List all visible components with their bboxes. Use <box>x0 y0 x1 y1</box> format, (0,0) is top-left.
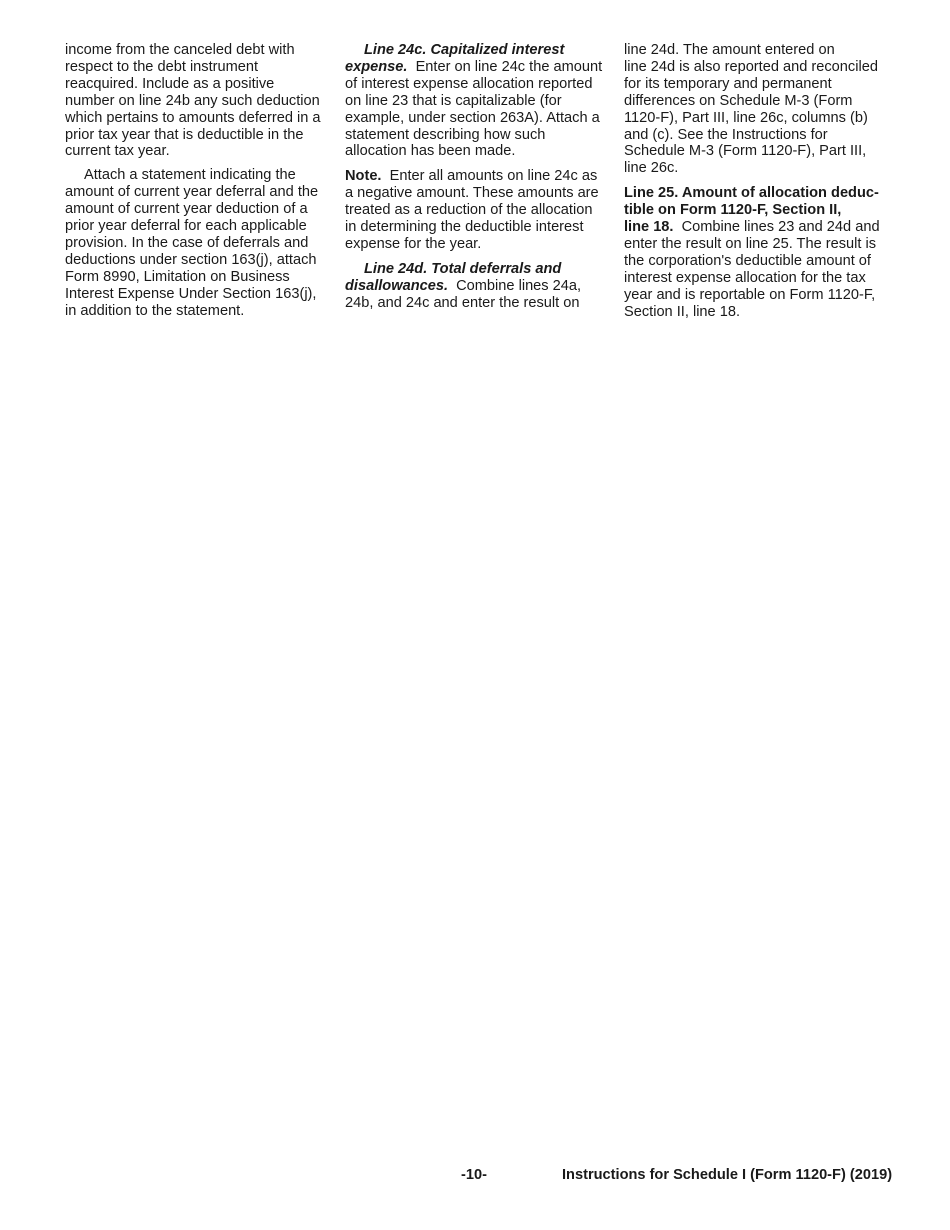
note-paragraph <box>345 168 607 253</box>
text-line: line 26c. <box>624 160 679 177</box>
text-line: expense for the year. <box>345 235 482 252</box>
text-line: enter the result on line 25. The result is <box>624 235 877 252</box>
paragraph <box>65 167 327 319</box>
text-line: income from the canceled debt with <box>65 42 295 58</box>
text-line: Enter all amounts on line 24c as <box>389 168 598 185</box>
section-heading: expense. <box>345 58 408 75</box>
footer-form-title: Instructions for Schedule I (Form 1120-F) (2019) <box>562 1167 893 1183</box>
text-line: a negative amount. These amounts are <box>345 185 599 202</box>
text-line: 24b, and 24c and enter the result on <box>345 294 580 311</box>
text-line: Schedule M-3 (Form 1120-F), Part III, <box>624 143 867 160</box>
text-line: amount of current year deferral and the <box>65 184 319 201</box>
text-column-2 <box>345 42 607 312</box>
text-line: prior tax year that is deductible in the <box>65 126 304 143</box>
section-heading: Line 25. Amount of allocation deduc- <box>624 185 879 202</box>
text-line: provision. In the case of deferrals and <box>65 234 309 251</box>
note-label: Note. <box>345 168 382 185</box>
text-line: on line 23 that is capitalizable (for <box>345 92 562 109</box>
section-heading: Line 24d. Total deferrals and <box>364 260 562 277</box>
text-line: amount of current year deduction of a <box>65 201 308 218</box>
text-line: reacquired. Include as a positive <box>65 75 275 92</box>
paragraph-line-24d <box>345 261 607 312</box>
text-line: differences on Schedule M-3 (Form <box>624 92 853 109</box>
text-line: of interest expense allocation reported <box>345 75 593 92</box>
paragraph-line-24c <box>345 42 607 160</box>
text-column-3 <box>624 42 886 321</box>
paragraph-gap <box>65 160 327 167</box>
paragraph-gap <box>345 160 607 168</box>
text-line: which pertains to amounts deferred in a <box>65 109 321 126</box>
section-heading: Line 24c. Capitalized interest <box>364 42 565 58</box>
text-line: deductions under section 163(j), attach <box>65 251 317 268</box>
text-line: in determining the deductible interest <box>345 219 584 236</box>
text-line: Combine lines 23 and 24d and <box>681 219 880 236</box>
text-line: for its temporary and permanent <box>624 75 832 92</box>
paragraph-line-25 <box>624 185 886 320</box>
section-heading: line 18. <box>624 219 674 236</box>
text-column-1 <box>65 42 327 320</box>
text-line: line 24d is also reported and reconciled <box>624 58 878 75</box>
text-line: current tax year. <box>65 143 170 160</box>
text-line: allocation has been made. <box>345 143 516 160</box>
text-line: Enter on line 24c the amount <box>415 58 603 75</box>
text-line: 1120-F), Part III, line 26c, columns (b) <box>624 109 868 126</box>
paragraph-gap <box>624 177 886 185</box>
text-line: treated as a reduction of the allocation <box>345 202 593 219</box>
text-line: example, under section 263A). Attach a <box>345 109 600 126</box>
section-heading: tible on Form 1120-F, Section II, <box>624 202 842 219</box>
text-line: line 24d. The amount entered on <box>624 42 835 58</box>
text-line: Interest Expense Under Section 163(j), <box>65 285 317 302</box>
page-number: -10- <box>461 1167 487 1183</box>
text-line: interest expense allocation for the tax <box>624 269 866 286</box>
text-line: and (c). See the Instructions for <box>624 126 828 143</box>
text-line: Section II, line 18. <box>624 303 741 320</box>
text-line: Combine lines 24a, <box>456 277 582 294</box>
text-line: respect to the debt instrument <box>65 58 259 75</box>
paragraph <box>624 42 886 177</box>
paragraph-gap <box>345 253 607 261</box>
text-line: in addition to the statement. <box>65 302 245 319</box>
text-line: statement describing how such <box>345 126 546 143</box>
text-line: number on line 24b any such deduction <box>65 92 320 109</box>
text-line: Form 8990, Limitation on Business <box>65 268 290 285</box>
paragraph <box>65 42 327 160</box>
text-line: prior year deferral for each applicable <box>65 218 307 235</box>
section-heading: disallowances. <box>345 277 449 294</box>
text-line: year and is reportable on Form 1120-F, <box>624 286 876 303</box>
text-line: Attach a statement indicating the <box>84 167 296 184</box>
text-line: the corporation's deductible amount of <box>624 252 871 269</box>
